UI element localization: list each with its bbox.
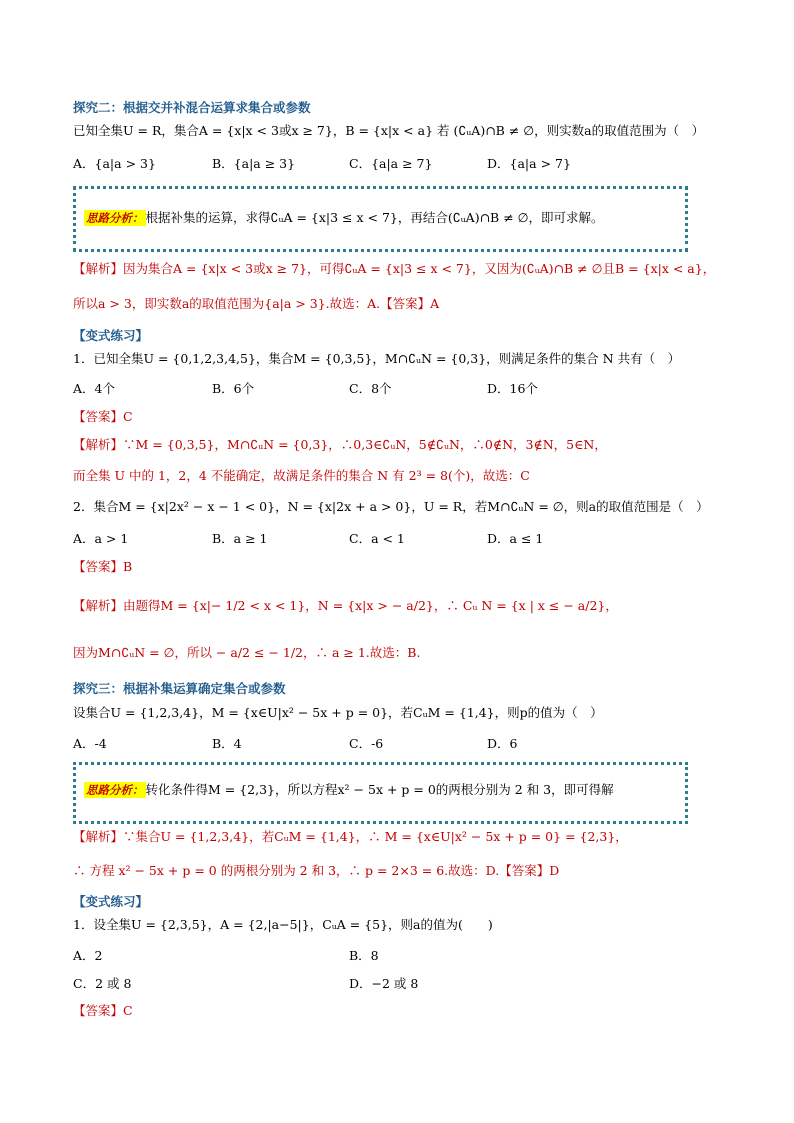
solution-line-2: 所以a > 3，即实数a的取值范围为{a|a > 3}.故选：A.【答案】A	[73, 296, 440, 311]
analysis-tag: 思路分析：	[86, 211, 144, 225]
solution-text: 由题得M = {x|− 1/2 < x < 1}，N = {x|x > − a/2}，∴ Cᵤ N = {x | x ≤ − a/2}，	[123, 598, 618, 613]
option-d: D．6	[487, 736, 518, 751]
solution-tag: 【解析】	[73, 437, 124, 452]
section-heading-3: 探究三：根据补集运算确定集合或参数	[73, 681, 286, 696]
solution-text: ∵集合U = {1,2,3,4}，若CᵤM = {1,4}，∴ M = {x∈U|x² − 5x + p = 0} = {2,3}，	[123, 829, 628, 844]
option-d: D．a ≤ 1	[487, 531, 544, 546]
solution-line-2: ∴ 方程 x² − 5x + p = 0 的两根分别为 2 和 3，∴ p = 2×3 = 6.故选：D.【答案】D	[73, 863, 560, 878]
option-a: A．4个	[73, 381, 115, 396]
solution-line	[73, 260, 715, 278]
solution-line-2: 因为M∩∁ᵤN = ∅，所以 − a/2 ≤ − 1/2，∴ a ≥ 1.故选：B.	[73, 645, 421, 660]
option-b: B．a ≥ 1	[212, 531, 268, 546]
option-b: B．8	[349, 948, 379, 963]
analysis-text: 转化条件得M = {2,3}，所以方程x² − 5x + p = 0的两根分别为 2 和 3，即可得解	[145, 782, 614, 797]
option-a: A．a > 1	[73, 531, 129, 546]
analysis-text: 根据补集的运算，求得∁ᵤA = {x|3 ≤ x < 7}，再结合(∁ᵤA)∩B ≠ ∅，即可求解。	[145, 210, 604, 225]
option-c: C．a < 1	[349, 531, 405, 546]
solution-line	[73, 828, 628, 846]
option-a: A．{a|a > 3}	[73, 156, 156, 171]
variant-heading: 【变式练习】	[73, 894, 149, 909]
option-d: D．16个	[487, 381, 538, 396]
solution-tag: 【解析】	[73, 598, 124, 613]
question-text: 设集合U = {1,2,3,4}，M = {x∈U|x² − 5x + p = 0}，若CᵤM = {1,4}，则p的值为（ ）	[73, 705, 603, 720]
option-c: C．8个	[349, 381, 392, 396]
option-a: A．2	[73, 948, 103, 963]
option-c: C．2 或 8	[73, 976, 132, 991]
analysis-box	[73, 186, 688, 252]
answer-text: 【答案】C	[73, 1003, 133, 1018]
section-heading-2: 探究二：根据交并补混合运算求集合或参数	[73, 100, 311, 115]
solution-line	[73, 597, 618, 615]
analysis-box	[73, 762, 688, 824]
question-text: 1．设全集U = {2,3,5}，A = {2,|a−5|}，CᵤA = {5}，则a的值为( )	[73, 917, 493, 932]
option-c: C．-6	[349, 736, 384, 751]
question-text: 已知全集U = R，集合A = {x|x < 3或x ≥ 7}，B = {x|x < a} 若 (∁ᵤA)∩B ≠ ∅，则实数a的取值范围为（ ）	[73, 123, 705, 138]
option-b: B．{a|a ≥ 3}	[212, 156, 296, 171]
variant-heading: 【变式练习】	[73, 328, 149, 343]
option-d: D．−2 或 8	[349, 976, 419, 991]
option-c: C．{a|a ≥ 7}	[349, 156, 433, 171]
answer-text: 【答案】C	[73, 409, 133, 424]
option-b: B．4	[212, 736, 242, 751]
option-d: D．{a|a > 7}	[487, 156, 571, 171]
question-text: 1．已知全集U = {0,1,2,3,4,5}，集合M = {0,3,5}，M∩∁ᵤN = {0,3}，则满足条件的集合 N 共有（ ）	[73, 351, 681, 366]
solution-line	[73, 436, 607, 454]
solution-text: ∵M = {0,3,5}，M∩∁ᵤN = {0,3}，∴0,3∈∁ᵤN，5∉∁ᵤN，∴0∉N，3∉N，5∈N，	[123, 437, 607, 452]
option-a: A．-4	[73, 736, 107, 751]
solution-tag: 【解析】	[73, 829, 124, 844]
analysis-tag: 思路分析：	[86, 783, 144, 797]
answer-text: 【答案】B	[73, 559, 133, 574]
solution-text: 因为集合A = {x|x < 3或x ≥ 7}，可得∁ᵤA = {x|3 ≤ x < 7}，又因为(∁ᵤA)∩B ≠ ∅且B = {x|x < a}，	[123, 261, 716, 276]
question-text: 2．集合M = {x|2x² − x − 1 < 0}，N = {x|2x + a > 0}，U = R，若M∩∁ᵤN = ∅，则a的取值范围是（ ）	[73, 499, 709, 514]
solution-line-2: 而全集 U 中的 1，2，4 不能确定，故满足条件的集合 N 有 2³ = 8(个)，故选：C	[73, 468, 530, 483]
solution-tag: 【解析】	[73, 261, 124, 276]
option-b: B．6个	[212, 381, 255, 396]
